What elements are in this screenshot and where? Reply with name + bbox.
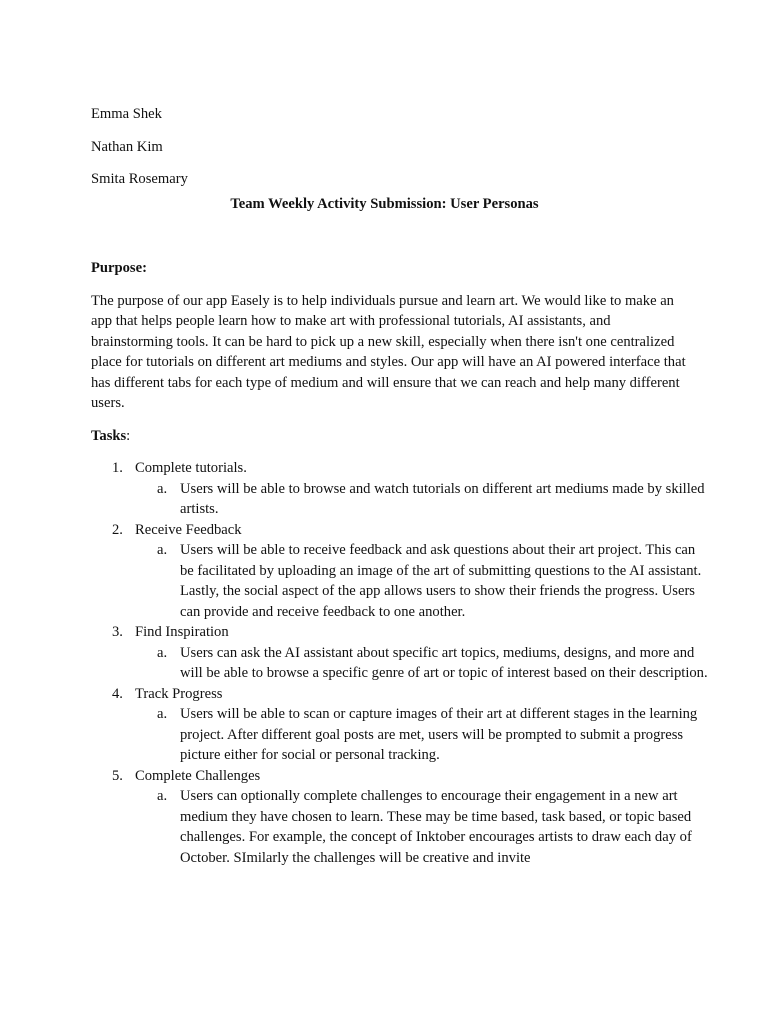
task-item: [91, 458, 705, 520]
author-name: Smita Rosemary: [91, 171, 188, 187]
task-item: [91, 520, 702, 623]
task-sub-item: [135, 479, 710, 520]
task-sub-item: [135, 643, 710, 684]
task-item: [91, 622, 708, 684]
task-label: Complete tutorials.: [135, 460, 247, 476]
sub-item-text: Users can ask the AI assistant about specific art topics, mediums, designs, and more and will be able to browse a specific genre of art or topic of interest based on their description.: [180, 644, 708, 681]
sub-item-text: Users will be able to receive feedback and ask questions about their art project. This can be facilitated by uploading an image of the art of submitting questions to the AI assistant. Lastly, the social aspect of the app allows users to show their friends the progress. Users can provide and receive feedback to one another.: [180, 542, 702, 620]
tasks-heading-colon: :: [126, 427, 131, 444]
purpose-paragraph: The purpose of our app Easely is to help individuals pursue and learn art. We would like to make an app that helps people learn how to make art with professional tutorials, AI assistants, and brainstorming tools. It can be hard to pick up a new skill, especially when there isn't one centralized place for tutorials on different art mediums and styles. Our app will have an AI powered interface that has different tabs for each type of medium and will ensure that we can reach and help many different users.: [91, 292, 686, 411]
task-label: Complete Challenges: [135, 767, 261, 784]
document-page: [91, 104, 708, 868]
task-sub-list: [135, 786, 691, 868]
task-label: Receive Feedback: [135, 521, 242, 538]
task-item: [91, 766, 691, 869]
task-sub-list: [135, 540, 702, 622]
sub-item-text: Users can optionally complete challenges to encourage their engagement in a new art medium they have chosen to learn. These may be time based, task based, or topic based challenges. For example, the concept of Inktober encourages artists to draw each day of October. SImilarly the challenges will be creative and invite: [180, 788, 692, 866]
task-sub-list: [135, 704, 698, 766]
author-name: Nathan Kim: [91, 138, 163, 155]
task-sub-item: [135, 786, 710, 868]
tasks-list: [91, 458, 708, 868]
task-number: 3.: [112, 624, 123, 640]
task-sub-item: [135, 704, 710, 766]
sub-item-letter: a.: [157, 644, 168, 661]
tasks-heading: Tasks: [91, 427, 127, 444]
task-number: 5.: [112, 767, 123, 784]
task-number: 2.: [112, 521, 123, 538]
author-name: Emma Shek: [91, 106, 162, 122]
task-item: [91, 684, 698, 766]
sub-item-letter: a.: [157, 788, 168, 804]
sub-item-text: Users will be able to scan or capture images of their art at different stages in the learning project. After different goal posts are met, users will be prompted to submit a progress picture either for social or personal tracking.: [180, 706, 698, 763]
sub-item-letter: a.: [157, 706, 168, 722]
sub-item-letter: a.: [157, 542, 168, 558]
document-title: Team Weekly Activity Submission: User Personas: [230, 195, 539, 212]
task-sub-list: [135, 479, 705, 520]
purpose-heading: Purpose:: [91, 260, 147, 276]
task-label: Find Inspiration: [135, 624, 229, 640]
sub-item-text: Users will be able to browse and watch tutorials on different art mediums made by skilled artists.: [180, 480, 705, 517]
task-sub-item: [135, 540, 710, 622]
task-sub-list: [135, 643, 708, 684]
task-number: 1.: [112, 460, 123, 476]
task-number: 4.: [112, 685, 123, 702]
task-label: Track Progress: [135, 685, 223, 702]
sub-item-letter: a.: [157, 480, 168, 497]
tasks-heading-line: [91, 426, 691, 447]
